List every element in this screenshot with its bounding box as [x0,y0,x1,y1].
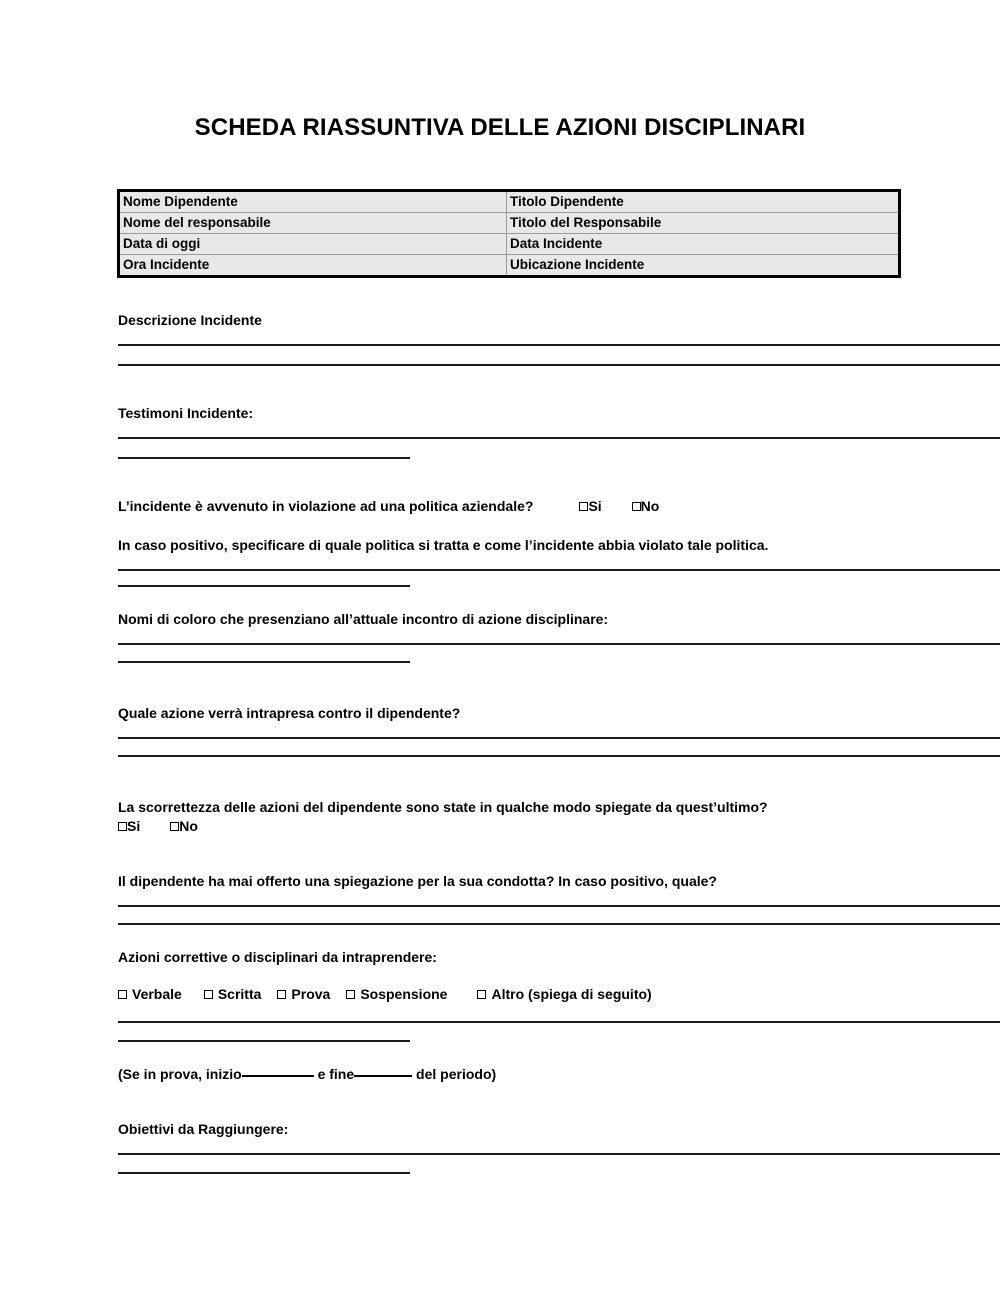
checkbox-label-si: Si [588,498,602,514]
checkbox-icon[interactable] [118,990,127,999]
table-cell-incident-date: Data Incidente [507,234,900,255]
checkbox-altro[interactable] [477,985,651,1004]
label-quale-azione: Quale azione verrà intrapresa contro il dipendente? [118,705,461,721]
table-cell-today-date: Data di oggi [119,234,507,255]
checkbox-scorrettezza-si[interactable] [118,817,140,836]
page-title: SCHEDA RIASSUNTIVA DELLE AZIONI DISCIPLINARI [194,114,806,141]
checkbox-label-si: Si [127,818,141,834]
write-line-azione-2[interactable] [118,755,1000,757]
input-inizio-periodo[interactable] [242,1064,314,1077]
periodo-prova-suffix: del periodo) [416,1066,497,1082]
checkbox-label-prova: Prova [291,986,331,1002]
input-fine-periodo[interactable] [354,1064,412,1077]
label-azioni-correttive: Azioni correttive o disciplinari da intraprendere: [118,949,437,965]
write-line-politica-2[interactable] [118,585,410,587]
checkbox-label-verbale: Verbale [132,986,182,1002]
write-line-nomi-1[interactable] [118,643,1000,645]
label-periodo-prova [118,1064,496,1084]
table-cell-employee-name: Nome Dipendente [119,191,507,213]
write-line-condotta-1[interactable] [118,905,1000,907]
checkbox-label-sospensione: Sospensione [360,986,448,1002]
write-line-azione-1[interactable] [118,737,1000,739]
write-line-obiettivi-2[interactable] [118,1172,410,1174]
employee-info-table [117,189,901,278]
label-descrizione-incidente: Descrizione Incidente [118,312,262,328]
write-line-obiettivi-1[interactable] [118,1153,1000,1155]
checkbox-scritta[interactable] [204,985,262,1004]
write-line-politica-1[interactable] [118,569,1000,571]
checkbox-label-altro: Altro (spiega di seguito) [491,986,652,1002]
write-line-testimoni-2[interactable] [118,457,410,459]
table-row [119,255,900,277]
write-line-descrizione-2[interactable] [118,364,1000,366]
write-line-testimoni-1[interactable] [118,437,1000,439]
table-cell-manager-title: Titolo del Responsabile [507,213,900,234]
checkbox-label-no: No [179,818,198,834]
table-cell-incident-location: Ubicazione Incidente [507,255,900,277]
write-line-condotta-2[interactable] [118,923,1000,925]
table-cell-employee-title: Titolo Dipendente [507,191,900,213]
checkbox-sospensione[interactable] [346,985,447,1004]
label-nomi-presenti: Nomi di coloro che presenziano all’attuale incontro di azione disciplinare: [118,611,609,627]
table-row [119,234,900,255]
periodo-prova-middle: e fine [317,1066,355,1082]
checkbox-verbale[interactable] [118,985,182,1004]
checkbox-violazione-si[interactable] [579,497,601,516]
label-spiegazione-condotta: Il dipendente ha mai offerto una spiegazione per la sua condotta? In caso positivo, quale? [118,873,717,889]
checkbox-icon[interactable] [477,990,486,999]
write-line-descrizione-1[interactable] [118,344,1000,346]
table-row [119,213,900,234]
checkbox-row-azioni-correttive [118,985,652,1004]
label-testimoni-incidente: Testimoni Incidente: [118,405,254,421]
checkbox-icon[interactable] [632,502,641,511]
write-line-correttive-2[interactable] [118,1040,410,1042]
periodo-prova-prefix: (Se in prova, inizio [118,1066,242,1082]
checkbox-row-scorrettezza [118,817,198,836]
checkbox-label-scritta: Scritta [217,986,262,1002]
write-line-nomi-2[interactable] [118,661,410,663]
label-obiettivi: Obiettivi da Raggiungere: [118,1121,289,1137]
table-cell-incident-time: Ora Incidente [119,255,507,277]
question-violazione-politica-text: L’incidente è avvenuto in violazione ad una politica aziendale? [118,498,534,514]
table-row [119,191,900,213]
checkbox-icon[interactable] [118,822,127,831]
write-line-correttive-1[interactable] [118,1021,1000,1023]
label-in-caso-positivo: In caso positivo, specificare di quale politica si tratta e come l’incidente abbia violato tale politica. [118,537,769,553]
checkbox-icon[interactable] [346,990,355,999]
checkbox-violazione-no[interactable] [632,497,660,516]
checkbox-prova[interactable] [277,985,330,1004]
checkbox-label-no: No [640,498,660,514]
question-violazione-politica-row [118,497,659,516]
checkbox-icon[interactable] [204,990,213,999]
checkbox-icon[interactable] [170,822,179,831]
checkbox-scorrettezza-no[interactable] [170,817,198,836]
label-scorrettezza: La scorrettezza delle azioni del dipendente sono state in qualche modo spiegate da quest’ultimo? [118,799,768,815]
checkbox-icon[interactable] [277,990,286,999]
table-cell-manager-name: Nome del responsabile [119,213,507,234]
